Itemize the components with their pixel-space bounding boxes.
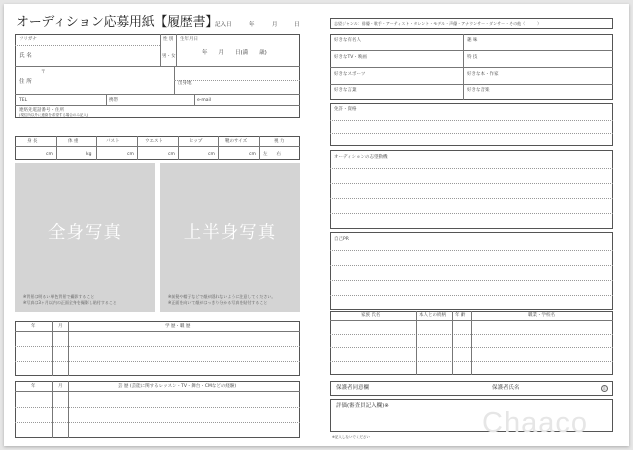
- weight-label: 体 重: [68, 139, 79, 144]
- postal-mark: 〒: [41, 70, 46, 75]
- guardian-name-label: 保護者氏名: [492, 385, 520, 391]
- skill-label: 特 技: [467, 55, 478, 60]
- name-label: 氏 名: [19, 53, 32, 59]
- education-header: 学 歴・職 歴: [165, 324, 191, 329]
- height-label: 身 長: [27, 139, 38, 144]
- fav-tv-movie-label: 好きなTV・映画: [334, 55, 367, 60]
- entry-month-label: 月: [272, 22, 278, 28]
- upper-body-photo-area[interactable]: [160, 163, 300, 312]
- guardian-consent-label: 保護者同意欄: [336, 385, 370, 391]
- experience-header: 芸 歴 (芸能に関するレッスン・TV・舞台・CMなどの経験): [118, 384, 237, 389]
- hip-unit: cm: [208, 152, 215, 157]
- application-sheet: [4, 4, 629, 446]
- upper-body-photo-note-2: ※正面を向いて顔がはっきり分かる写真を貼付すること: [168, 300, 268, 305]
- qualifications-label: 免許・資格: [334, 107, 357, 112]
- waist-label: ウエスト: [145, 139, 163, 144]
- education-month-header: 月: [58, 324, 63, 329]
- hip-label: ヒップ: [189, 139, 203, 144]
- experience-table: [15, 381, 300, 438]
- address-label: 住 所: [19, 79, 32, 85]
- chaaco-watermark: Chaaco: [482, 407, 588, 439]
- email-label: e-mail: [197, 98, 212, 103]
- birth-date-value: 年 月 日(満 歳): [202, 50, 267, 56]
- education-table: [15, 321, 300, 376]
- fav-music-label: 好きな音楽: [467, 88, 490, 93]
- experience-month-header: 月: [58, 384, 63, 389]
- furigana-label: フリガナ: [19, 37, 37, 42]
- bust-unit: cm: [127, 152, 134, 157]
- bust-label: バスト: [106, 139, 120, 144]
- full-body-photo-area[interactable]: [15, 163, 155, 312]
- hobby-label: 趣 味: [467, 38, 478, 43]
- experience-year-header: 年: [31, 384, 36, 389]
- page-title: オーディション応募用紙【履歴書】: [16, 15, 218, 30]
- entry-date-label: 記入日: [215, 22, 232, 28]
- contact-label: 連絡先電話番号・住所: [19, 108, 64, 113]
- genre-label: 志望ジャンル：俳優・歌手・アーティスト・タレント・モデル・声優・アナウンサー・ダンサー・その他（ ）: [334, 21, 542, 26]
- family-occupation-header: 職業・学校名: [528, 313, 555, 318]
- qualifications-box: [330, 103, 613, 146]
- gender-label: 性 別: [163, 37, 174, 42]
- guardian-box: [330, 381, 613, 396]
- family-age-header: 年 齢: [455, 313, 466, 318]
- fav-sport-label: 好きなスポーツ: [334, 72, 366, 77]
- weight-unit: kg: [86, 152, 92, 157]
- self-pr-label: 自己PR: [334, 237, 349, 242]
- fav-book-label: 好きな本・作家: [467, 72, 499, 77]
- fav-celebrity-label: 好きな有名人: [334, 38, 361, 43]
- upper-body-photo-label: 上半身写真: [183, 223, 277, 243]
- self-pr-box: [330, 232, 613, 310]
- seal-mark: 印: [602, 386, 607, 391]
- height-unit: cm: [46, 152, 53, 157]
- waist-unit: cm: [168, 152, 175, 157]
- shoe-size-unit: cm: [249, 152, 256, 157]
- gender-options: 男・女: [162, 54, 176, 59]
- motivation-label: オーディションの志望動機: [334, 155, 388, 160]
- birthplace-label: 出身地: [178, 81, 192, 86]
- family-name-header: 家族 氏名: [361, 313, 381, 318]
- entry-day-label: 日: [294, 22, 300, 28]
- entry-year-label: 年: [249, 22, 255, 28]
- shoe-size-label: 靴のサイズ: [225, 139, 248, 144]
- full-body-photo-label: 全身写真: [48, 223, 122, 243]
- eyesight-label: 視 力: [274, 139, 285, 144]
- full-body-photo-note-2: ※写真は3ヶ月以内の正面全身を撮影し貼付すること: [23, 300, 117, 305]
- mobile-label: 携帯: [109, 98, 118, 103]
- family-relation-header: 本人との続柄: [419, 313, 446, 318]
- contact-note: (現住所以外に連絡を希望する場合のみ記入): [19, 113, 89, 117]
- motivation-box: [330, 150, 613, 229]
- tel-label: TEL: [19, 98, 28, 103]
- fav-word-label: 好きな言葉: [334, 88, 357, 93]
- eyesight-unit: 左 右: [263, 152, 281, 157]
- birth-date-label: 生年月日: [180, 37, 198, 42]
- full-body-photo-note-1: ※背景は明るい単色背景で撮影すること: [23, 294, 95, 299]
- footer-note: ※記入しないでください: [332, 435, 370, 439]
- upper-body-photo-note-1: ※前髪や帽子などで顔が隠れないように注意してください。: [168, 294, 276, 299]
- education-year-header: 年: [31, 324, 36, 329]
- remarks-label: 評価(審査員記入欄)※: [336, 403, 389, 409]
